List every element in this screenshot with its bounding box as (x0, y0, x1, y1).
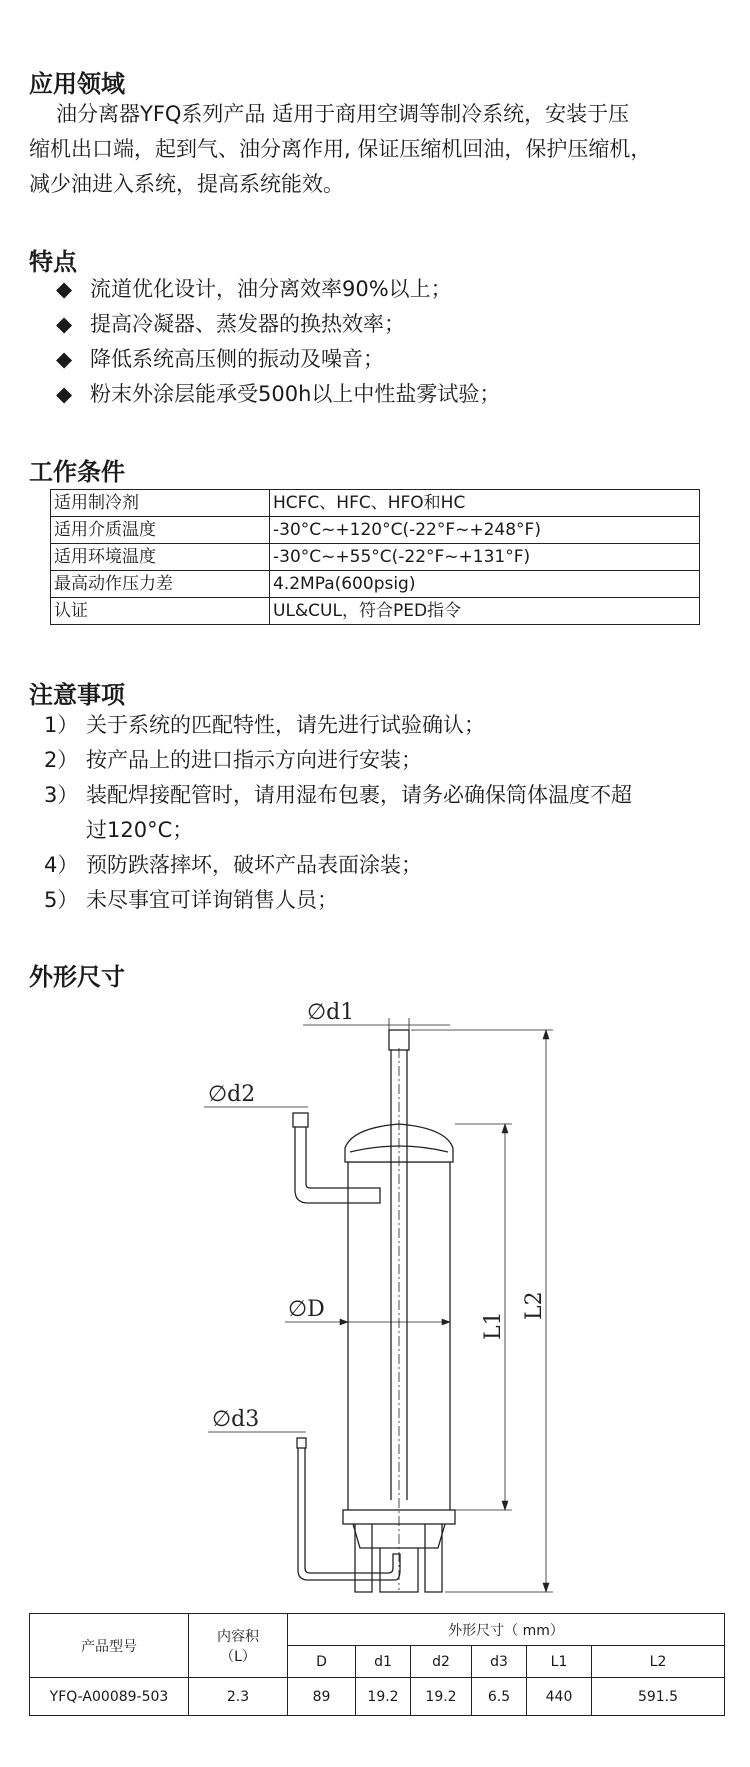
table-row (51, 490, 700, 517)
feature-item: ◆ 降低系统高压侧的振动及噪音； (56, 342, 384, 377)
leg-right (425, 1524, 442, 1592)
value-cell: 6.5 (472, 1678, 527, 1716)
label-d1: ∅d1 (307, 1000, 355, 1025)
value-cell: 591.5 (592, 1678, 725, 1716)
condition-label: 最高动作压力差 (51, 571, 270, 598)
col-header: d1 (356, 1646, 411, 1678)
application-text (29, 97, 729, 202)
diamond-icon: ◆ (56, 312, 73, 336)
application-heading: 应用领域 (29, 70, 125, 98)
note-item: 2） 按产品上的进口指示方向进行安装； (44, 748, 422, 772)
condition-label: 认证 (51, 598, 270, 625)
feature-item: ◆ 提高冷凝器、蒸发器的换热效率； (56, 307, 405, 342)
col-header: d2 (411, 1646, 472, 1678)
col-header: L1 (527, 1646, 592, 1678)
volume-header: 内容积 （L） (189, 1614, 288, 1678)
label-D: ∅D (288, 1297, 325, 1322)
value-cell: 89 (288, 1678, 356, 1716)
model-header: 产品型号 (30, 1614, 189, 1678)
note-item: 1） 关于系统的匹配特性，请先进行试验确认； (44, 713, 485, 737)
table-row (51, 598, 700, 625)
table-row (30, 1678, 725, 1716)
value-cell: 19.2 (411, 1678, 472, 1716)
condition-value: 4.2MPa(600psig) (270, 571, 700, 598)
table-row (51, 544, 700, 571)
oil-separator-drawing (0, 990, 750, 1605)
table-row (51, 517, 700, 544)
condition-label: 适用环境温度 (51, 544, 270, 571)
features-heading: 特点 (29, 248, 77, 276)
value-cell: 19.2 (356, 1678, 411, 1716)
col-header: L2 (592, 1646, 725, 1678)
note-item: 过120°C； (86, 818, 194, 842)
note-item: 4） 预防跌落摔坏，破坏产品表面涂装； (44, 853, 422, 877)
application-text-line2: 缩机出口端，起到气、油分离作用, 保证压缩机回油，保护压缩机， (29, 137, 652, 161)
dim-header: 外形尺寸（ mm） (288, 1614, 725, 1646)
drain-pipe-d3 (297, 1438, 306, 1448)
volume-cell: 2.3 (189, 1678, 288, 1716)
feature-item: ◆ 流道优化设计，油分离效率90%以上； (56, 272, 452, 307)
notes-heading: 注意事项 (29, 681, 125, 709)
conditions-table (50, 489, 700, 625)
model-cell: YFQ-A00089-503 (30, 1678, 189, 1716)
diamond-icon: ◆ (56, 277, 73, 301)
note-item: 3） 装配焊接配管时，请用湿布包裹，请务必确保筒体温度不超 (44, 783, 632, 807)
label-d3: ∅d3 (212, 1407, 260, 1432)
condition-value: -30°C~+55°C(-22°F~+131°F) (270, 544, 700, 571)
condition-value: -30°C~+120°C(-22°F~+248°F) (270, 517, 700, 544)
application-text-line1: 油分离器YFQ系列产品 适用于商用空调等制冷系统，安装于压 (56, 102, 630, 126)
diamond-icon: ◆ (56, 382, 73, 406)
condition-label: 适用介质温度 (51, 517, 270, 544)
application-text-line3: 减少油进入系统，提高系统能效。 (29, 172, 344, 196)
table-row (51, 571, 700, 598)
label-d2: ∅d2 (208, 1082, 256, 1107)
feature-item: ◆ 粉末外涂层能承受500h以上中性盐雾试验； (56, 377, 500, 412)
note-item: 5） 未尽事宜可详询销售人员； (44, 888, 338, 912)
conditions-heading: 工作条件 (29, 458, 125, 486)
value-cell: 440 (527, 1678, 592, 1716)
spec-table (29, 1613, 725, 1716)
label-L2: L2 (522, 1291, 547, 1320)
outlet-pipe-d1 (389, 1030, 409, 1050)
condition-value: UL&CUL，符合PED指令 (270, 598, 700, 625)
label-L1: L1 (481, 1311, 506, 1340)
col-header: d3 (472, 1646, 527, 1678)
condition-value: HCFC、HFC、HFO和HC (270, 490, 700, 517)
col-header: D (288, 1646, 356, 1678)
condition-label: 适用制冷剂 (51, 490, 270, 517)
inlet-pipe-d2 (293, 1113, 308, 1127)
leg-left (355, 1524, 372, 1592)
dimensions-heading: 外形尺寸 (29, 963, 125, 991)
diamond-icon: ◆ (56, 347, 73, 371)
